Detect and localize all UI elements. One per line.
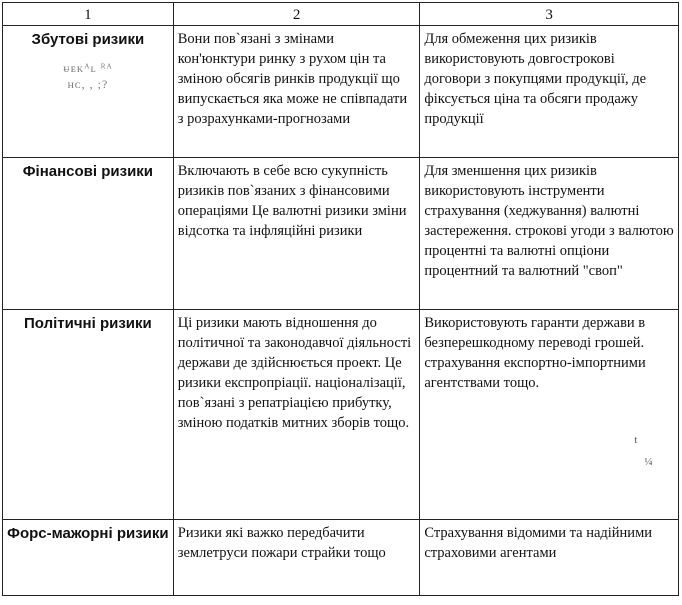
table-row <box>3 158 679 310</box>
risk-description: Вони пов`язані з змінами кон'юнктури ринку з рухом цін та зміною обсягів ринків продукції що випускається яка може не співпадати з розрахунками-прогнозами <box>173 26 420 158</box>
risk-measures-cell <box>420 310 679 520</box>
risk-name: Фінансові ризики <box>3 158 174 310</box>
header-col-3: 3 <box>420 3 679 26</box>
handwritten-scribble: ᵾᴇᴋᴬʟ ᴿᴬ ʜᴄ, , ;? <box>63 61 113 91</box>
risk-description: Включають в себе всю сукупність ризиків пов`язаних з фінансовими операціями Це валютні ризики зміни відсотка та інфляційні ризики <box>173 158 420 310</box>
risk-table <box>2 2 679 596</box>
risk-name: Політичні ризики <box>3 310 174 520</box>
risk-description: Ці ризики мають відношення до політичної та законодавчої діяльності держави де здійснюється проект. Це ризики експропріації. націоналізації, пов`язані з репатріацією прибутку, зміною податків митних зборів тощо. <box>173 310 420 520</box>
stray-mark: ¼ <box>644 456 653 468</box>
risk-measures: Використовують гаранти держави в безперешкодному переводі грошей. страхування експортно-імпортними агентствами тощо. <box>424 315 646 391</box>
risk-name-cell <box>3 26 174 158</box>
risk-name: Форс-мажорні ризики <box>3 520 174 596</box>
table-row <box>3 520 679 596</box>
header-col-2: 2 <box>173 3 420 26</box>
table-row <box>3 310 679 520</box>
risk-measures: Для обмеження цих ризиків використовують довгострокові договори з покупцями продукції, де фіксується ціна та обсяги продажу продукції <box>420 26 679 158</box>
risk-description: Ризики які важко передбачити землетруси пожари страйки тощо <box>173 520 420 596</box>
header-col-1: 1 <box>3 3 174 26</box>
risk-name: Збутові ризики <box>31 31 145 48</box>
table-header-row <box>3 3 679 26</box>
risk-measures: Страхування відомими та надійними страховими агентами <box>420 520 679 596</box>
table-row <box>3 26 679 158</box>
risk-measures: Для зменшення цих ризиків використовують інструменти страхування (хеджування) валютні застереження. строкові угоди з валютою процентні та валютні опціони процентний та валютний "своп" <box>420 158 679 310</box>
stray-mark: t <box>634 434 638 446</box>
